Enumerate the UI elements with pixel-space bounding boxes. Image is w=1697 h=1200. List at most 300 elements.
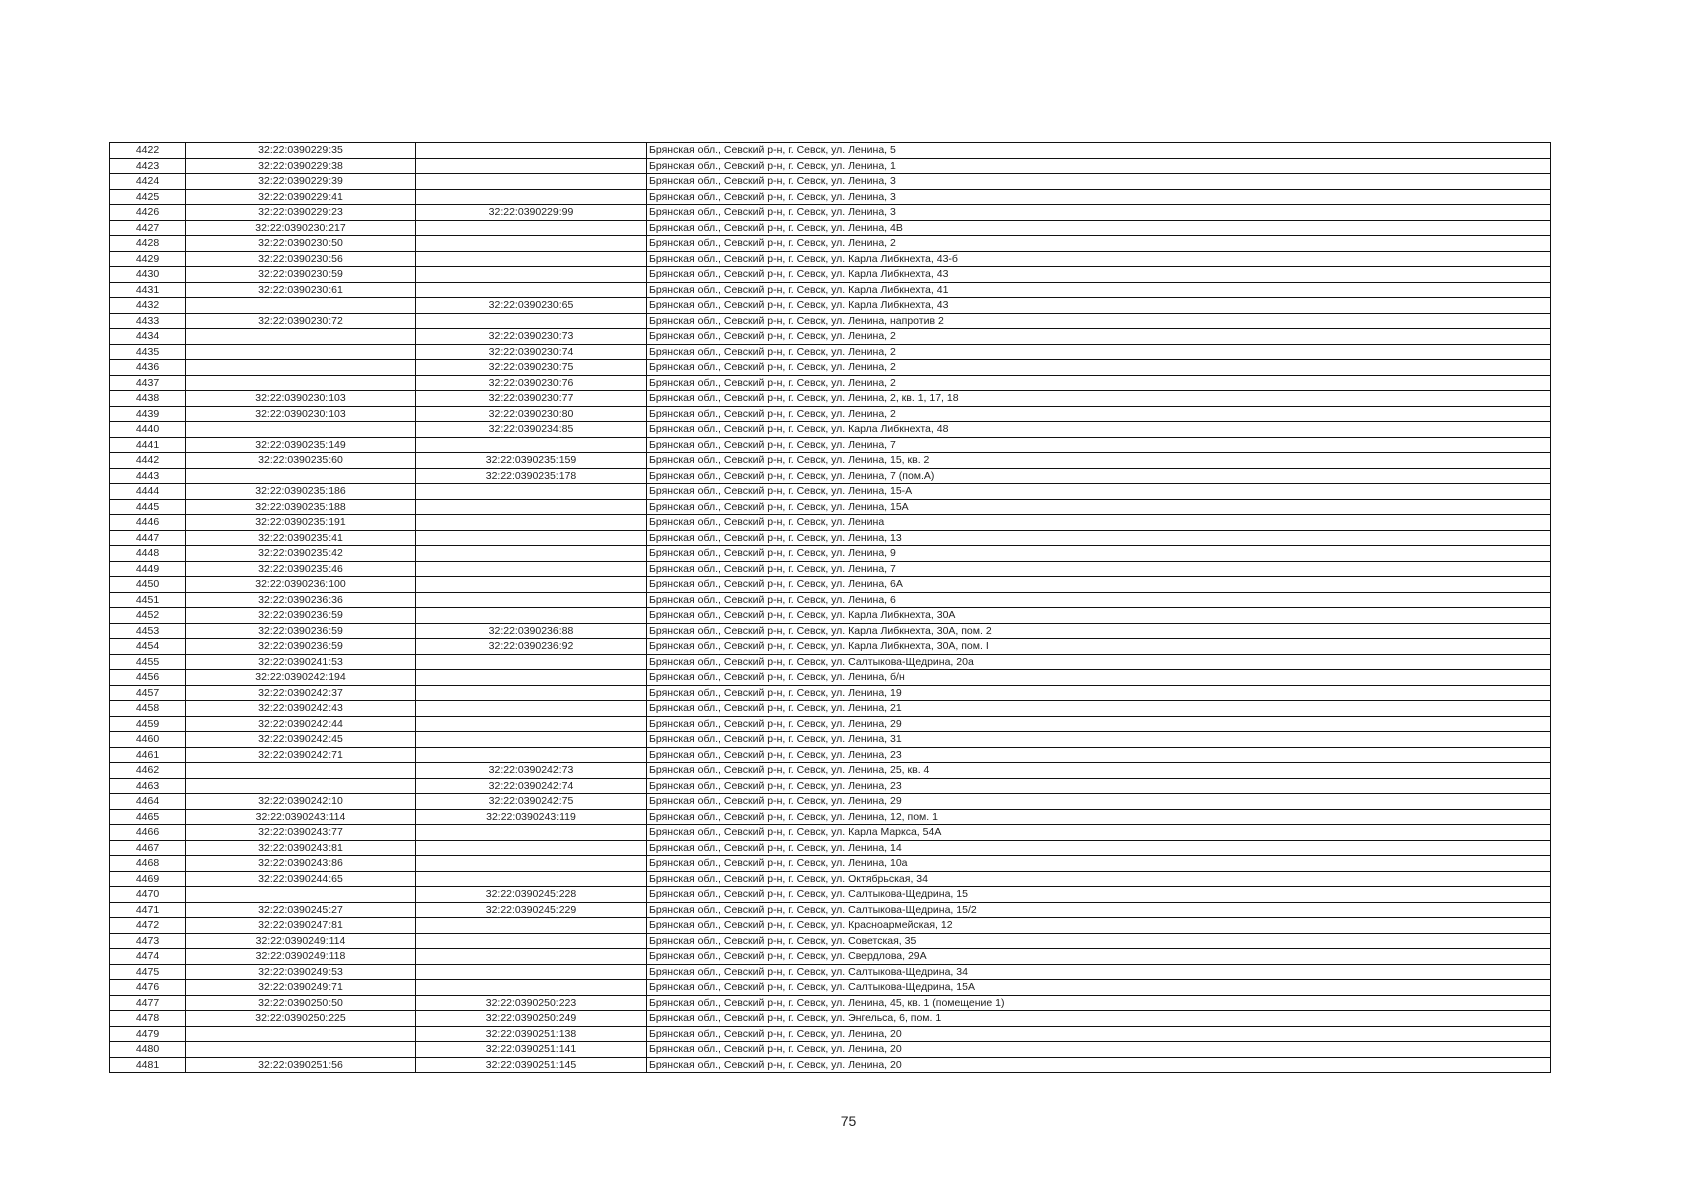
- related-cadastral-number-cell: [416, 608, 647, 624]
- cadastral-number-cell: 32:22:0390241:53: [186, 654, 416, 670]
- cadastral-number-cell: 32:22:0390230:72: [186, 313, 416, 329]
- table-row: [110, 406, 1551, 422]
- address-cell: Брянская обл., Севский р-н, г. Севск, ул. Ленина, 2: [647, 360, 1551, 376]
- cadastral-number-cell: [186, 763, 416, 779]
- address-cell: Брянская обл., Севский р-н, г. Севск, ул. Ленина, 7: [647, 437, 1551, 453]
- cadastral-number-cell: 32:22:0390250:225: [186, 1011, 416, 1027]
- related-cadastral-number-cell: [416, 654, 647, 670]
- row-number-cell: 4432: [110, 298, 186, 314]
- address-cell: Брянская обл., Севский р-н, г. Севск, ул. Салтыкова-Щедрина, 15: [647, 887, 1551, 903]
- cadastral-number-cell: 32:22:0390249:118: [186, 949, 416, 965]
- address-cell: Брянская обл., Севский р-н, г. Севск, ул. Ленина, 14: [647, 840, 1551, 856]
- related-cadastral-number-cell: [416, 840, 647, 856]
- row-number-cell: 4461: [110, 747, 186, 763]
- address-cell: Брянская обл., Севский р-н, г. Севск, ул. Ленина, 15, кв. 2: [647, 453, 1551, 469]
- cadastral-number-cell: 32:22:0390229:38: [186, 158, 416, 174]
- related-cadastral-number-cell: 32:22:0390229:99: [416, 205, 647, 221]
- related-cadastral-number-cell: [416, 499, 647, 515]
- related-cadastral-number-cell: 32:22:0390230:77: [416, 391, 647, 407]
- address-cell: Брянская обл., Севский р-н, г. Севск, ул. Ленина, 3: [647, 189, 1551, 205]
- cadastral-number-cell: 32:22:0390230:103: [186, 406, 416, 422]
- row-number-cell: 4481: [110, 1057, 186, 1073]
- cadastral-number-cell: 32:22:0390242:45: [186, 732, 416, 748]
- cadastral-number-cell: 32:22:0390243:81: [186, 840, 416, 856]
- table-row: [110, 1026, 1551, 1042]
- related-cadastral-number-cell: [416, 856, 647, 872]
- related-cadastral-number-cell: [416, 918, 647, 934]
- table-row: [110, 360, 1551, 376]
- address-cell: Брянская обл., Севский р-н, г. Севск, ул. Ленина, 29: [647, 716, 1551, 732]
- related-cadastral-number-cell: [416, 189, 647, 205]
- cadastral-number-cell: 32:22:0390242:43: [186, 701, 416, 717]
- related-cadastral-number-cell: [416, 592, 647, 608]
- row-number-cell: 4445: [110, 499, 186, 515]
- table-row: [110, 158, 1551, 174]
- address-cell: Брянская обл., Севский р-н, г. Севск, ул. Свердлова, 29А: [647, 949, 1551, 965]
- address-cell: Брянская обл., Севский р-н, г. Севск, ул. Ленина, 3: [647, 205, 1551, 221]
- row-number-cell: 4459: [110, 716, 186, 732]
- cadastral-number-cell: 32:22:0390242:44: [186, 716, 416, 732]
- related-cadastral-number-cell: [416, 685, 647, 701]
- cadastral-number-cell: 32:22:0390242:37: [186, 685, 416, 701]
- address-cell: Брянская обл., Севский р-н, г. Севск, ул. Ленина, 2, кв. 1, 17, 18: [647, 391, 1551, 407]
- row-number-cell: 4423: [110, 158, 186, 174]
- table-row: [110, 546, 1551, 562]
- address-cell: Брянская обл., Севский р-н, г. Севск, ул. Ленина, 4В: [647, 220, 1551, 236]
- table-row: [110, 220, 1551, 236]
- cadastral-number-cell: [186, 468, 416, 484]
- table-row: [110, 639, 1551, 655]
- table-row: [110, 577, 1551, 593]
- cadastral-number-cell: 32:22:0390230:59: [186, 267, 416, 283]
- row-number-cell: 4435: [110, 344, 186, 360]
- row-number-cell: 4476: [110, 980, 186, 996]
- cadastral-number-cell: 32:22:0390229:41: [186, 189, 416, 205]
- row-number-cell: 4431: [110, 282, 186, 298]
- related-cadastral-number-cell: [416, 251, 647, 267]
- cadastral-number-cell: 32:22:0390235:42: [186, 546, 416, 562]
- related-cadastral-number-cell: 32:22:0390245:229: [416, 902, 647, 918]
- row-number-cell: 4451: [110, 592, 186, 608]
- related-cadastral-number-cell: 32:22:0390230:65: [416, 298, 647, 314]
- cadastral-number-cell: 32:22:0390235:186: [186, 484, 416, 500]
- related-cadastral-number-cell: [416, 561, 647, 577]
- related-cadastral-number-cell: [416, 949, 647, 965]
- table-row: [110, 592, 1551, 608]
- row-number-cell: 4471: [110, 902, 186, 918]
- row-number-cell: 4437: [110, 375, 186, 391]
- address-cell: Брянская обл., Севский р-н, г. Севск, ул. Ленина, 6: [647, 592, 1551, 608]
- table-row: [110, 995, 1551, 1011]
- related-cadastral-number-cell: [416, 143, 647, 159]
- table-row: [110, 313, 1551, 329]
- table-row: [110, 189, 1551, 205]
- table-row: [110, 391, 1551, 407]
- row-number-cell: 4444: [110, 484, 186, 500]
- table-row: [110, 964, 1551, 980]
- row-number-cell: 4448: [110, 546, 186, 562]
- related-cadastral-number-cell: [416, 437, 647, 453]
- table-row: [110, 484, 1551, 500]
- table-row: [110, 422, 1551, 438]
- table-row: [110, 298, 1551, 314]
- cadastral-number-cell: 32:22:0390236:59: [186, 623, 416, 639]
- related-cadastral-number-cell: 32:22:0390235:159: [416, 453, 647, 469]
- address-cell: Брянская обл., Севский р-н, г. Севск, ул. Ленина, 2: [647, 375, 1551, 391]
- table-row: [110, 701, 1551, 717]
- related-cadastral-number-cell: [416, 670, 647, 686]
- related-cadastral-number-cell: 32:22:0390230:73: [416, 329, 647, 345]
- cadastral-number-cell: 32:22:0390245:27: [186, 902, 416, 918]
- table-row: [110, 902, 1551, 918]
- cadastral-number-cell: [186, 298, 416, 314]
- row-number-cell: 4452: [110, 608, 186, 624]
- table-row: [110, 840, 1551, 856]
- address-cell: Брянская обл., Севский р-н, г. Севск, ул. Карла Либкнехта, 43: [647, 267, 1551, 283]
- address-cell: Брянская обл., Севский р-н, г. Севск, ул. Ленина, 3: [647, 174, 1551, 190]
- row-number-cell: 4425: [110, 189, 186, 205]
- cadastral-number-cell: 32:22:0390242:10: [186, 794, 416, 810]
- row-number-cell: 4456: [110, 670, 186, 686]
- registry-table: [109, 142, 1551, 1073]
- address-cell: Брянская обл., Севский р-н, г. Севск, ул. Ленина, 23: [647, 747, 1551, 763]
- table-row: [110, 453, 1551, 469]
- row-number-cell: 4462: [110, 763, 186, 779]
- cadastral-number-cell: 32:22:0390230:103: [186, 391, 416, 407]
- table-row: [110, 375, 1551, 391]
- cadastral-number-cell: 32:22:0390247:81: [186, 918, 416, 934]
- related-cadastral-number-cell: [416, 701, 647, 717]
- row-number-cell: 4464: [110, 794, 186, 810]
- related-cadastral-number-cell: [416, 933, 647, 949]
- row-number-cell: 4428: [110, 236, 186, 252]
- related-cadastral-number-cell: 32:22:0390235:178: [416, 468, 647, 484]
- address-cell: Брянская обл., Севский р-н, г. Севск, ул. Ленина, 29: [647, 794, 1551, 810]
- table-row: [110, 515, 1551, 531]
- cadastral-number-cell: [186, 1026, 416, 1042]
- table-row: [110, 608, 1551, 624]
- table-row: [110, 329, 1551, 345]
- address-cell: Брянская обл., Севский р-н, г. Севск, ул. Салтыкова-Щедрина, 15А: [647, 980, 1551, 996]
- related-cadastral-number-cell: [416, 313, 647, 329]
- table-row: [110, 871, 1551, 887]
- related-cadastral-number-cell: [416, 484, 647, 500]
- row-number-cell: 4433: [110, 313, 186, 329]
- table-row: [110, 778, 1551, 794]
- address-cell: Брянская обл., Севский р-н, г. Севск, ул. Карла Либкнехта, 41: [647, 282, 1551, 298]
- cadastral-number-cell: 32:22:0390243:86: [186, 856, 416, 872]
- address-cell: Брянская обл., Севский р-н, г. Севск, ул. Ленина, 25, кв. 4: [647, 763, 1551, 779]
- address-cell: Брянская обл., Севский р-н, г. Севск, ул. Ленина, 20: [647, 1026, 1551, 1042]
- address-cell: Брянская обл., Севский р-н, г. Севск, ул. Карла Либкнехта, 43-б: [647, 251, 1551, 267]
- row-number-cell: 4455: [110, 654, 186, 670]
- related-cadastral-number-cell: 32:22:0390243:119: [416, 809, 647, 825]
- cadastral-number-cell: 32:22:0390235:149: [186, 437, 416, 453]
- address-cell: Брянская обл., Севский р-н, г. Севск, ул. Ленина, 10а: [647, 856, 1551, 872]
- related-cadastral-number-cell: [416, 747, 647, 763]
- cadastral-number-cell: 32:22:0390236:100: [186, 577, 416, 593]
- address-cell: Брянская обл., Севский р-н, г. Севск, ул. Карла Либкнехта, 30А: [647, 608, 1551, 624]
- table-row: [110, 763, 1551, 779]
- table-row: [110, 825, 1551, 841]
- address-cell: Брянская обл., Севский р-н, г. Севск, ул. Ленина, 15А: [647, 499, 1551, 515]
- address-cell: Брянская обл., Севский р-н, г. Севск, ул. Ленина, 2: [647, 406, 1551, 422]
- table-row: [110, 856, 1551, 872]
- row-number-cell: 4466: [110, 825, 186, 841]
- address-cell: Брянская обл., Севский р-н, г. Севск, ул. Ленина, 20: [647, 1042, 1551, 1058]
- row-number-cell: 4479: [110, 1026, 186, 1042]
- address-cell: Брянская обл., Севский р-н, г. Севск, ул. Ленина, 21: [647, 701, 1551, 717]
- cadastral-number-cell: 32:22:0390249:53: [186, 964, 416, 980]
- table-row: [110, 499, 1551, 515]
- row-number-cell: 4458: [110, 701, 186, 717]
- row-number-cell: 4454: [110, 639, 186, 655]
- cadastral-number-cell: [186, 1042, 416, 1058]
- cadastral-number-cell: 32:22:0390235:191: [186, 515, 416, 531]
- table-row: [110, 949, 1551, 965]
- row-number-cell: 4427: [110, 220, 186, 236]
- table-row: [110, 174, 1551, 190]
- table-row: [110, 747, 1551, 763]
- address-cell: Брянская обл., Севский р-н, г. Севск, ул. Ленина: [647, 515, 1551, 531]
- related-cadastral-number-cell: [416, 267, 647, 283]
- row-number-cell: 4469: [110, 871, 186, 887]
- cadastral-number-cell: 32:22:0390235:188: [186, 499, 416, 515]
- related-cadastral-number-cell: 32:22:0390236:92: [416, 639, 647, 655]
- cadastral-number-cell: 32:22:0390229:23: [186, 205, 416, 221]
- cadastral-number-cell: 32:22:0390249:71: [186, 980, 416, 996]
- table-row: [110, 530, 1551, 546]
- row-number-cell: 4480: [110, 1042, 186, 1058]
- address-cell: Брянская обл., Севский р-н, г. Севск, ул. Ленина, 45, кв. 1 (помещение 1): [647, 995, 1551, 1011]
- row-number-cell: 4430: [110, 267, 186, 283]
- row-number-cell: 4477: [110, 995, 186, 1011]
- address-cell: Брянская обл., Севский р-н, г. Севск, ул. Ленина, 9: [647, 546, 1551, 562]
- row-number-cell: 4438: [110, 391, 186, 407]
- address-cell: Брянская обл., Севский р-н, г. Севск, ул. Энгельса, 6, пом. 1: [647, 1011, 1551, 1027]
- related-cadastral-number-cell: 32:22:0390234:85: [416, 422, 647, 438]
- address-cell: Брянская обл., Севский р-н, г. Севск, ул. Ленина, 2: [647, 329, 1551, 345]
- table-row: [110, 670, 1551, 686]
- related-cadastral-number-cell: 32:22:0390250:249: [416, 1011, 647, 1027]
- address-cell: Брянская обл., Севский р-н, г. Севск, ул. Советская, 35: [647, 933, 1551, 949]
- cadastral-number-cell: [186, 375, 416, 391]
- table-row: [110, 205, 1551, 221]
- address-cell: Брянская обл., Севский р-н, г. Севск, ул. Ленина, 7 (пом.А): [647, 468, 1551, 484]
- row-number-cell: 4475: [110, 964, 186, 980]
- cadastral-number-cell: 32:22:0390242:194: [186, 670, 416, 686]
- row-number-cell: 4453: [110, 623, 186, 639]
- cadastral-number-cell: [186, 778, 416, 794]
- row-number-cell: 4474: [110, 949, 186, 965]
- address-cell: Брянская обл., Севский р-н, г. Севск, ул. Ленина, 1: [647, 158, 1551, 174]
- cadastral-number-cell: [186, 360, 416, 376]
- registry-table-body: [110, 143, 1551, 1073]
- related-cadastral-number-cell: 32:22:0390230:76: [416, 375, 647, 391]
- related-cadastral-number-cell: [416, 158, 647, 174]
- row-number-cell: 4460: [110, 732, 186, 748]
- address-cell: Брянская обл., Севский р-н, г. Севск, ул. Ленина, 20: [647, 1057, 1551, 1073]
- address-cell: Брянская обл., Севский р-н, г. Севск, ул. Карла Маркса, 54А: [647, 825, 1551, 841]
- row-number-cell: 4440: [110, 422, 186, 438]
- row-number-cell: 4446: [110, 515, 186, 531]
- row-number-cell: 4424: [110, 174, 186, 190]
- related-cadastral-number-cell: [416, 546, 647, 562]
- row-number-cell: 4436: [110, 360, 186, 376]
- table-row: [110, 980, 1551, 996]
- address-cell: Брянская обл., Севский р-н, г. Севск, ул. Ленина, 5: [647, 143, 1551, 159]
- address-cell: Брянская обл., Севский р-н, г. Севск, ул. Карла Либкнехта, 30А, пом. 2: [647, 623, 1551, 639]
- address-cell: Брянская обл., Севский р-н, г. Севск, ул. Салтыкова-Щедрина, 20а: [647, 654, 1551, 670]
- related-cadastral-number-cell: [416, 236, 647, 252]
- cadastral-number-cell: [186, 329, 416, 345]
- related-cadastral-number-cell: 32:22:0390230:75: [416, 360, 647, 376]
- table-row: [110, 809, 1551, 825]
- row-number-cell: 4450: [110, 577, 186, 593]
- address-cell: Брянская обл., Севский р-н, г. Севск, ул. Карла Либкнехта, 30А, пом. I: [647, 639, 1551, 655]
- related-cadastral-number-cell: 32:22:0390230:80: [416, 406, 647, 422]
- row-number-cell: 4478: [110, 1011, 186, 1027]
- related-cadastral-number-cell: 32:22:0390251:141: [416, 1042, 647, 1058]
- cadastral-number-cell: 32:22:0390230:56: [186, 251, 416, 267]
- related-cadastral-number-cell: [416, 282, 647, 298]
- cadastral-number-cell: 32:22:0390229:39: [186, 174, 416, 190]
- related-cadastral-number-cell: [416, 825, 647, 841]
- cadastral-number-cell: 32:22:0390235:60: [186, 453, 416, 469]
- table-row: [110, 251, 1551, 267]
- cadastral-number-cell: 32:22:0390249:114: [186, 933, 416, 949]
- related-cadastral-number-cell: [416, 515, 647, 531]
- table-row: [110, 732, 1551, 748]
- row-number-cell: 4468: [110, 856, 186, 872]
- address-cell: Брянская обл., Севский р-н, г. Севск, ул. Ленина, 13: [647, 530, 1551, 546]
- address-cell: Брянская обл., Севский р-н, г. Севск, ул. Ленина, б/н: [647, 670, 1551, 686]
- address-cell: Брянская обл., Севский р-н, г. Севск, ул. Красноармейская, 12: [647, 918, 1551, 934]
- cadastral-number-cell: [186, 344, 416, 360]
- cadastral-number-cell: 32:22:0390243:77: [186, 825, 416, 841]
- table-row: [110, 716, 1551, 732]
- cadastral-number-cell: 32:22:0390250:50: [186, 995, 416, 1011]
- cadastral-number-cell: 32:22:0390229:35: [186, 143, 416, 159]
- table-row: [110, 468, 1551, 484]
- related-cadastral-number-cell: 32:22:0390250:223: [416, 995, 647, 1011]
- row-number-cell: 4472: [110, 918, 186, 934]
- related-cadastral-number-cell: [416, 716, 647, 732]
- address-cell: Брянская обл., Севский р-н, г. Севск, ул. Ленина, напротив 2: [647, 313, 1551, 329]
- row-number-cell: 4429: [110, 251, 186, 267]
- cadastral-number-cell: 32:22:0390244:65: [186, 871, 416, 887]
- address-cell: Брянская обл., Севский р-н, г. Севск, ул. Ленина, 6А: [647, 577, 1551, 593]
- related-cadastral-number-cell: [416, 871, 647, 887]
- cadastral-number-cell: [186, 422, 416, 438]
- related-cadastral-number-cell: 32:22:0390242:75: [416, 794, 647, 810]
- address-cell: Брянская обл., Севский р-н, г. Севск, ул. Ленина, 19: [647, 685, 1551, 701]
- address-cell: Брянская обл., Севский р-н, г. Севск, ул. Ленина, 23: [647, 778, 1551, 794]
- cadastral-number-cell: 32:22:0390243:114: [186, 809, 416, 825]
- row-number-cell: 4422: [110, 143, 186, 159]
- table-row: [110, 685, 1551, 701]
- row-number-cell: 4443: [110, 468, 186, 484]
- table-row: [110, 887, 1551, 903]
- table-row: [110, 344, 1551, 360]
- related-cadastral-number-cell: 32:22:0390230:74: [416, 344, 647, 360]
- address-cell: Брянская обл., Севский р-н, г. Севск, ул. Карла Либкнехта, 43: [647, 298, 1551, 314]
- cadastral-number-cell: 32:22:0390236:59: [186, 639, 416, 655]
- address-cell: Брянская обл., Севский р-н, г. Севск, ул. Ленина, 7: [647, 561, 1551, 577]
- cadastral-number-cell: 32:22:0390251:56: [186, 1057, 416, 1073]
- cadastral-number-cell: 32:22:0390230:50: [186, 236, 416, 252]
- cadastral-number-cell: 32:22:0390236:59: [186, 608, 416, 624]
- address-cell: Брянская обл., Севский р-н, г. Севск, ул. Ленина, 15-А: [647, 484, 1551, 500]
- address-cell: Брянская обл., Севский р-н, г. Севск, ул. Ленина, 2: [647, 344, 1551, 360]
- table-row: [110, 143, 1551, 159]
- row-number-cell: 4434: [110, 329, 186, 345]
- table-row: [110, 1042, 1551, 1058]
- row-number-cell: 4426: [110, 205, 186, 221]
- table-row: [110, 282, 1551, 298]
- row-number-cell: 4441: [110, 437, 186, 453]
- cadastral-number-cell: 32:22:0390235:46: [186, 561, 416, 577]
- row-number-cell: 4470: [110, 887, 186, 903]
- cadastral-number-cell: 32:22:0390230:217: [186, 220, 416, 236]
- row-number-cell: 4449: [110, 561, 186, 577]
- table-row: [110, 267, 1551, 283]
- address-cell: Брянская обл., Севский р-н, г. Севск, ул. Ленина, 12, пом. 1: [647, 809, 1551, 825]
- table-row: [110, 933, 1551, 949]
- address-cell: Брянская обл., Севский р-н, г. Севск, ул. Октябрьская, 34: [647, 871, 1551, 887]
- related-cadastral-number-cell: [416, 980, 647, 996]
- cadastral-number-cell: 32:22:0390236:36: [186, 592, 416, 608]
- related-cadastral-number-cell: 32:22:0390236:88: [416, 623, 647, 639]
- table-row: [110, 623, 1551, 639]
- page-number: 75: [840, 1113, 857, 1129]
- related-cadastral-number-cell: [416, 732, 647, 748]
- row-number-cell: 4463: [110, 778, 186, 794]
- cadastral-number-cell: 32:22:0390235:41: [186, 530, 416, 546]
- address-cell: Брянская обл., Севский р-н, г. Севск, ул. Ленина, 2: [647, 236, 1551, 252]
- related-cadastral-number-cell: 32:22:0390245:228: [416, 887, 647, 903]
- cadastral-number-cell: 32:22:0390230:61: [186, 282, 416, 298]
- related-cadastral-number-cell: [416, 174, 647, 190]
- row-number-cell: 4457: [110, 685, 186, 701]
- table-row: [110, 1057, 1551, 1073]
- related-cadastral-number-cell: [416, 220, 647, 236]
- row-number-cell: 4447: [110, 530, 186, 546]
- related-cadastral-number-cell: 32:22:0390242:73: [416, 763, 647, 779]
- row-number-cell: 4439: [110, 406, 186, 422]
- address-cell: Брянская обл., Севский р-н, г. Севск, ул. Салтыкова-Щедрина, 15/2: [647, 902, 1551, 918]
- address-cell: Брянская обл., Севский р-н, г. Севск, ул. Карла Либкнехта, 48: [647, 422, 1551, 438]
- table-row: [110, 654, 1551, 670]
- address-cell: Брянская обл., Севский р-н, г. Севск, ул. Ленина, 31: [647, 732, 1551, 748]
- table-row: [110, 918, 1551, 934]
- table-row: [110, 561, 1551, 577]
- cadastral-number-cell: [186, 887, 416, 903]
- related-cadastral-number-cell: [416, 964, 647, 980]
- table-row: [110, 437, 1551, 453]
- related-cadastral-number-cell: [416, 577, 647, 593]
- row-number-cell: 4465: [110, 809, 186, 825]
- row-number-cell: 4442: [110, 453, 186, 469]
- related-cadastral-number-cell: 32:22:0390242:74: [416, 778, 647, 794]
- row-number-cell: 4467: [110, 840, 186, 856]
- table-row: [110, 1011, 1551, 1027]
- related-cadastral-number-cell: 32:22:0390251:145: [416, 1057, 647, 1073]
- related-cadastral-number-cell: 32:22:0390251:138: [416, 1026, 647, 1042]
- address-cell: Брянская обл., Севский р-н, г. Севск, ул. Салтыкова-Щедрина, 34: [647, 964, 1551, 980]
- table-row: [110, 794, 1551, 810]
- table-row: [110, 236, 1551, 252]
